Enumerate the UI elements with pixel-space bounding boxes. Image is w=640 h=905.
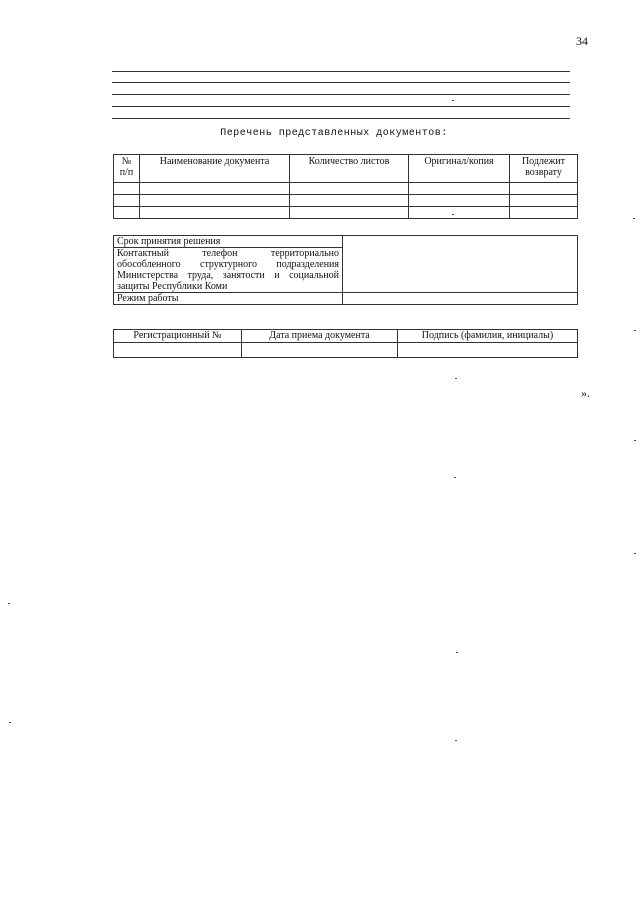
contact-label-line: Контактный телефон территориально xyxy=(117,248,339,259)
blank-line xyxy=(112,106,570,107)
registration-number-field[interactable] xyxy=(114,343,242,358)
work-hours-value[interactable] xyxy=(343,293,578,305)
scan-speck xyxy=(634,330,636,331)
table-cell[interactable] xyxy=(114,195,140,207)
table-cell[interactable] xyxy=(290,207,409,219)
document-list-table xyxy=(113,154,578,219)
scan-speck xyxy=(452,100,454,101)
column-header-document-name: Наименование документа xyxy=(140,155,290,183)
registration-table xyxy=(113,329,578,358)
table-cell[interactable] xyxy=(114,207,140,219)
decision-period-label: Срок принятия решения xyxy=(114,236,343,248)
info-row-decision-period xyxy=(114,236,578,248)
table-cell[interactable] xyxy=(140,207,290,219)
scan-speck xyxy=(9,722,11,723)
scan-speck xyxy=(634,553,636,554)
info-row-work-hours xyxy=(114,293,578,305)
table-cell[interactable] xyxy=(290,195,409,207)
column-header-number: № п/п xyxy=(114,155,140,183)
table-cell[interactable] xyxy=(510,207,578,219)
table-cell[interactable] xyxy=(290,183,409,195)
table-cell[interactable] xyxy=(510,195,578,207)
scan-speck xyxy=(455,378,457,379)
contact-label-line: защиты Республики Коми xyxy=(117,281,228,292)
table-cell[interactable] xyxy=(409,183,510,195)
blank-line xyxy=(112,94,570,95)
column-header-registration-number: Регистрационный № xyxy=(114,330,242,343)
blank-line xyxy=(112,82,570,83)
table-row xyxy=(114,343,578,358)
column-header-receipt-date: Дата приема документа xyxy=(242,330,398,343)
scan-speck xyxy=(452,214,454,215)
blank-line xyxy=(112,118,570,119)
table-cell[interactable] xyxy=(114,183,140,195)
receipt-date-field[interactable] xyxy=(242,343,398,358)
column-header-original-copy: Оригинал/копия xyxy=(409,155,510,183)
closing-quote-mark: ». xyxy=(581,386,590,400)
table-header-row xyxy=(114,155,578,183)
column-header-to-return: Подлежит возврату xyxy=(510,155,578,183)
column-header-sheet-count: Количество листов xyxy=(290,155,409,183)
scan-speck xyxy=(456,652,458,653)
blank-line xyxy=(112,71,570,72)
table-row xyxy=(114,207,578,219)
signature-field[interactable] xyxy=(398,343,578,358)
column-header-signature: Подпись (фамилия, инициалы) xyxy=(398,330,578,343)
office-info-table xyxy=(113,235,578,305)
table-row xyxy=(114,183,578,195)
scan-speck xyxy=(454,477,456,478)
contact-phone-label xyxy=(114,248,343,293)
scan-speck xyxy=(8,603,10,604)
table-header-row xyxy=(114,330,578,343)
scan-speck xyxy=(634,440,636,441)
table-cell[interactable] xyxy=(409,207,510,219)
page-number: 34 xyxy=(576,34,588,48)
table-row xyxy=(114,195,578,207)
contact-label-line: обособленного структурного подразделения xyxy=(117,259,339,270)
table-cell[interactable] xyxy=(409,195,510,207)
table-cell[interactable] xyxy=(140,195,290,207)
contact-label-line: Министерства труда, занятости и социальной xyxy=(117,270,339,281)
work-hours-label: Режим работы xyxy=(114,293,343,305)
scan-speck xyxy=(633,218,635,219)
document-list-title: Перечень представленных документов: xyxy=(220,128,448,139)
scan-speck xyxy=(455,740,457,741)
table-cell[interactable] xyxy=(140,183,290,195)
table-cell[interactable] xyxy=(510,183,578,195)
decision-period-value[interactable] xyxy=(343,236,578,293)
